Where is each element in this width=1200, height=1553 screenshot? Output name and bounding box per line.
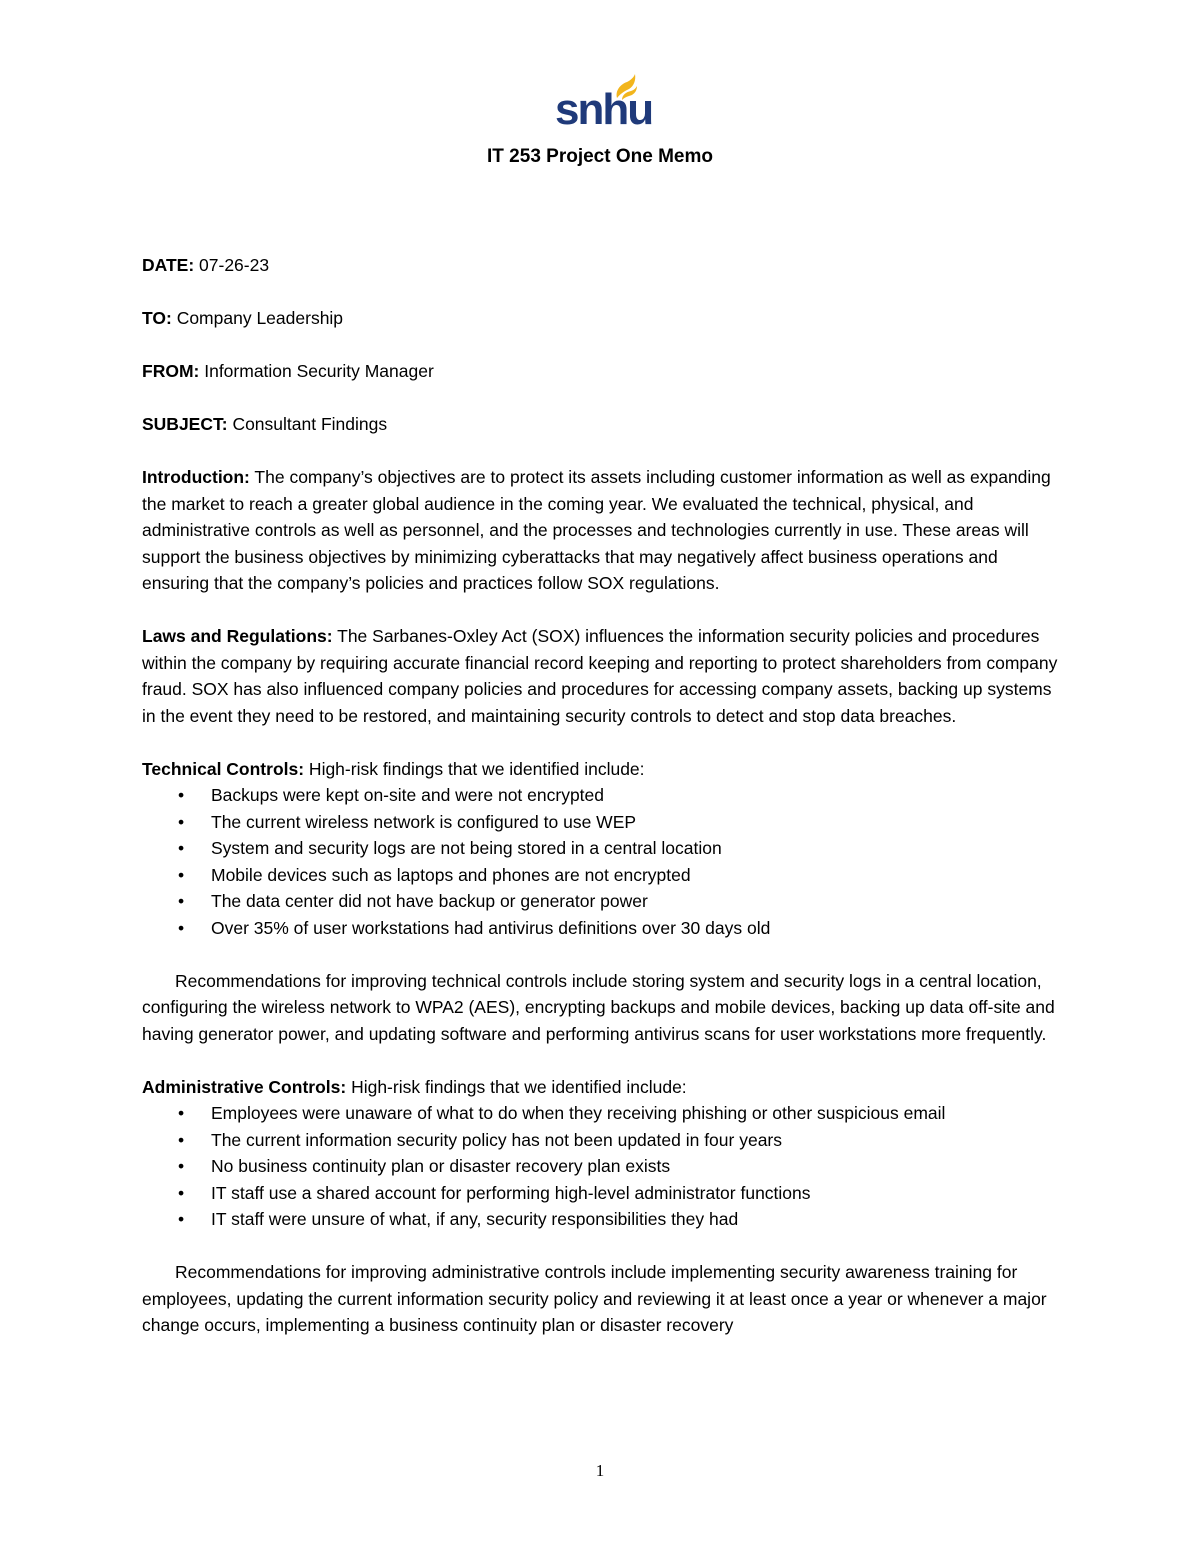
from-label: FROM: — [142, 361, 200, 381]
list-item — [142, 1206, 1062, 1233]
to-line — [142, 305, 1062, 332]
administrative-findings-list — [142, 1100, 1062, 1233]
bullet-icon: • — [178, 1156, 185, 1176]
bullet-icon: • — [178, 1103, 185, 1123]
date-value: 07-26-23 — [194, 255, 270, 275]
list-item — [142, 1153, 1062, 1180]
bullet-icon: • — [178, 811, 185, 832]
snhu-logo — [555, 74, 653, 134]
finding-text: The data center did not have backup or generator power — [211, 891, 648, 911]
bullet-icon: • — [178, 1129, 185, 1150]
technical-intro: High-risk findings that we identified include: — [304, 758, 645, 779]
finding-text: The current wireless network is configured to use WEP — [211, 811, 637, 832]
to-label: TO: — [142, 308, 172, 328]
page-number: 1 — [595, 1461, 605, 1480]
technical-findings-list — [142, 782, 1062, 941]
administrative-recommendations: Recommendations for improving administrative controls include implementing security awareness training for employees, updating the current information security policy and reviewing it at least once a year or whenever a major change occurs, implementing a business continuity plan or disaster recovery — [142, 1262, 1047, 1335]
finding-text: System and security logs are not being stored in a central location — [211, 838, 722, 858]
list-item — [142, 1100, 1062, 1127]
administrative-controls-heading — [142, 1074, 1062, 1101]
list-item — [142, 809, 1062, 836]
list-item — [142, 1180, 1062, 1207]
from-line — [142, 358, 1062, 385]
introduction-text: The company’s objectives are to protect its assets including customer information as well as expanding the market to reach a greater global audience in the coming year. We evaluated the technical, physical, and administrative controls as well as personnel, and the processes and technologies currently in use. These areas will support the business objectives by minimizing cyberattacks that may negatively affect business operations and ensuring that the company’s policies and practices follow SOX regulations. — [142, 467, 1051, 593]
finding-text: IT staff were unsure of what, if any, security responsibilities they had — [211, 1209, 739, 1229]
to-value: Company Leadership — [171, 308, 344, 328]
from-value: Information Security Manager — [199, 361, 434, 381]
laws-label: Laws and Regulations: — [142, 626, 333, 646]
administrative-label: Administrative Controls: — [142, 1076, 347, 1097]
finding-text: The current information security policy has not been updated in four years — [211, 1129, 783, 1150]
memo-body — [142, 252, 1062, 1339]
bullet-icon: • — [178, 838, 185, 858]
laws-text: The Sarbanes-Oxley Act (SOX) influences the information security policies and procedures within the company by requiring accurate financial record keeping and reporting to protect shareholders from company fraud. SOX has also influenced company policies and procedures for accessing company assets, backing up systems in the event they need to be restored, and maintaining security controls to detect and stop data breaches. — [142, 626, 1058, 726]
list-item — [142, 1127, 1062, 1154]
finding-text: Over 35% of user workstations had antivirus definitions over 30 days old — [211, 917, 771, 938]
bullet-icon: • — [178, 1209, 185, 1229]
technical-controls-heading — [142, 756, 1062, 783]
finding-text: No business continuity plan or disaster recovery plan exists — [211, 1156, 671, 1176]
list-item — [142, 915, 1062, 942]
technical-label: Technical Controls: — [142, 758, 305, 779]
subject-line — [142, 411, 1062, 438]
bullet-icon: • — [178, 864, 185, 885]
introduction-label: Introduction: — [142, 467, 250, 487]
list-item — [142, 862, 1062, 889]
finding-text: Backups were kept on-site and were not encrypted — [211, 785, 604, 805]
technical-recommendations: Recommendations for improving technical controls include storing system and security logs in a central location, configuring the wireless network to WPA2 (AES), encrypting backups and mobile devices, backing up data off-site and having generator power, and updating software and performing antivirus scans for user workstations more frequently. — [142, 970, 1055, 1044]
administrative-intro: High-risk findings that we identified include: — [346, 1076, 687, 1097]
list-item — [142, 782, 1062, 809]
laws-paragraph — [142, 623, 1062, 729]
bullet-icon: • — [178, 891, 185, 911]
bullet-icon: • — [178, 785, 185, 805]
finding-text: Employees were unaware of what to do when they receiving phishing or other suspicious email — [211, 1103, 946, 1123]
finding-text: IT staff use a shared account for performing high-level administrator functions — [211, 1182, 811, 1203]
finding-text: Mobile devices such as laptops and phones are not encrypted — [211, 864, 691, 885]
logo-wordmark: snhu — [555, 85, 653, 134]
subject-value: Consultant Findings — [227, 414, 388, 434]
date-label: DATE: — [142, 255, 195, 275]
list-item — [142, 835, 1062, 862]
subject-label: SUBJECT: — [142, 414, 228, 434]
date-line — [142, 252, 1062, 279]
introduction-paragraph — [142, 464, 1062, 597]
bullet-icon: • — [178, 917, 185, 938]
bullet-icon: • — [178, 1182, 185, 1203]
document-title: IT 253 Project One Memo — [487, 146, 713, 167]
list-item — [142, 888, 1062, 915]
